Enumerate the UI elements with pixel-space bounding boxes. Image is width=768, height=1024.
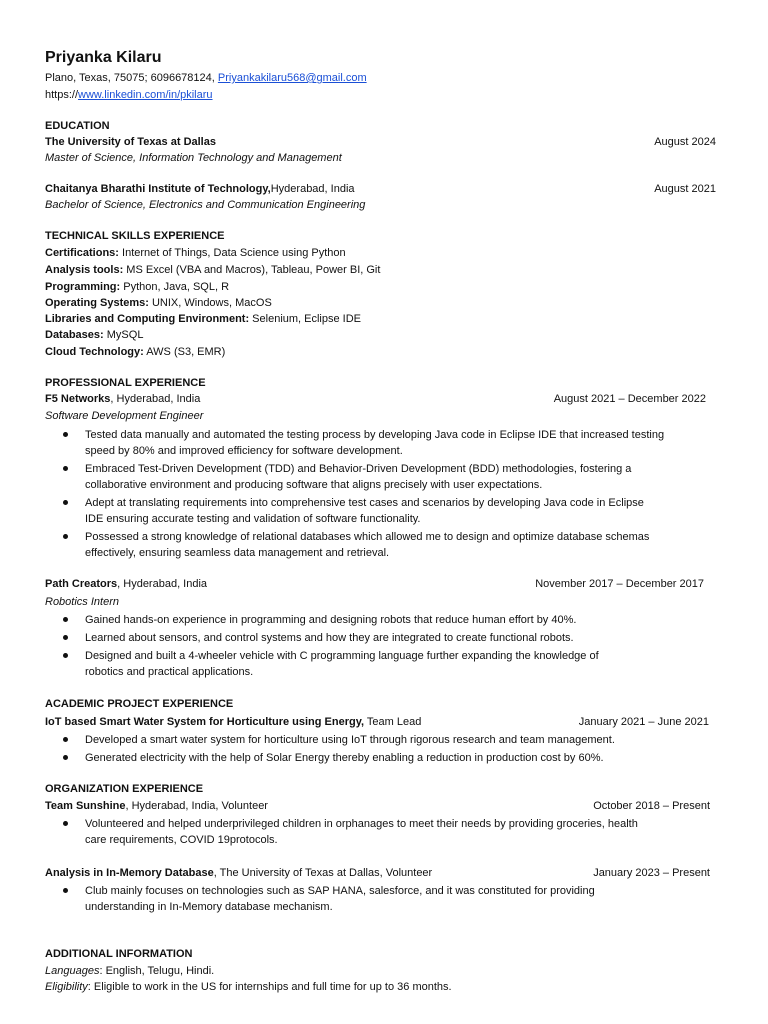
project-header: [45, 714, 421, 730]
bullet-text: Designed and built a 4-wheeler vehicle with C programming language further expanding the knowledge of: [85, 650, 599, 662]
additional-heading: ADDITIONAL INFORMATION: [45, 948, 193, 960]
bullet-text: Developed a smart water system for horticulture using IoT through rigorous research and team management.: [85, 734, 615, 746]
org-header: [45, 798, 268, 814]
linkedin-link[interactable]: www.linkedin.com/in/pkilaru: [78, 89, 213, 101]
bullet-icon: [63, 737, 68, 742]
project-dates: January 2021 – June 2021: [578, 716, 709, 728]
bullet-text: Learned about sensors, and control systems and how they are integrated to create functional robots.: [85, 632, 574, 644]
contact-info: Plano, Texas, 75075; 6096678124,: [45, 72, 218, 84]
professional-heading: PROFESSIONAL EXPERIENCE: [45, 377, 206, 389]
contact-line: [45, 70, 367, 86]
skill-value: AWS (S3, EMR): [143, 346, 226, 358]
skill-line: [45, 311, 361, 327]
skill-line: [45, 327, 143, 343]
bullet-text: care requirements, COVID 19protocols.: [85, 834, 278, 846]
bullet-text: Adept at translating requirements into comprehensive test cases and scenarios by developing Java code in Eclipse: [85, 497, 644, 509]
skill-line: [45, 279, 229, 295]
school-name: Chaitanya Bharathi Institute of Technology,: [45, 183, 271, 195]
eligibility-value: : Eligible to work in the US for internships and full time for up to 36 months.: [87, 981, 452, 993]
bullet-icon: [63, 755, 68, 760]
degree: Bachelor of Science, Electronics and Communication Engineering: [45, 199, 366, 211]
company-location: , Hyderabad, India: [110, 393, 201, 405]
org-dates: October 2018 – Present: [593, 800, 710, 812]
project-name: IoT based Smart Water System for Horticulture using Energy,: [45, 716, 365, 728]
skill-value: Selenium, Eclipse IDE: [249, 313, 362, 325]
org-name: Analysis in In-Memory Database: [45, 867, 214, 879]
graduation-date: August 2024: [654, 136, 716, 148]
bullet-icon: [63, 466, 68, 471]
skill-label: Libraries and Computing Environment:: [45, 313, 250, 325]
education-heading: EDUCATION: [45, 120, 110, 132]
eligibility-label: Eligibility: [45, 981, 88, 993]
skill-label: Cloud Technology:: [45, 346, 144, 358]
degree: Master of Science, Information Technology and Management: [45, 152, 342, 164]
job-role: Software Development Engineer: [45, 410, 204, 422]
skill-line: [45, 262, 380, 278]
org-dates: January 2023 – Present: [593, 867, 710, 879]
job-dates: August 2021 – December 2022: [553, 393, 706, 405]
skill-value: MySQL: [103, 329, 144, 341]
linkedin-line: [45, 87, 213, 103]
candidate-name: Priyanka Kilaru: [45, 49, 162, 66]
job-dates: November 2017 – December 2017: [535, 578, 704, 590]
bullet-icon: [63, 821, 68, 826]
graduation-date: August 2021: [654, 183, 716, 195]
company-name: F5 Networks: [45, 393, 111, 405]
languages-value: : English, Telugu, Hindi.: [99, 965, 215, 977]
bullet-text: Gained hands-on experience in programming and designing robots that reduce human effort by 40%.: [85, 614, 577, 626]
bullet-text: effectively, ensuring seamless data management and retrieval.: [85, 547, 390, 559]
org-name: Team Sunshine: [45, 800, 126, 812]
skills-heading: TECHNICAL SKILLS EXPERIENCE: [45, 230, 225, 242]
email-link[interactable]: Priyankakilaru568@gmail.com: [217, 72, 367, 84]
company-name: Path Creators: [45, 578, 118, 590]
project-role: Team Lead: [364, 716, 422, 728]
school-location: Hyderabad, India: [270, 183, 355, 195]
languages-line: [45, 963, 214, 979]
org-detail: , The University of Texas at Dallas, Volunteer: [213, 867, 433, 879]
skill-value: Python, Java, SQL, R: [120, 281, 230, 293]
job-header: [45, 576, 207, 592]
job-role: Robotics Intern: [45, 596, 119, 608]
job-header: [45, 391, 200, 407]
school-name: The University of Texas at Dallas: [45, 136, 216, 148]
bullet-text: robotics and practical applications.: [85, 666, 254, 678]
bullet-icon: [63, 500, 68, 505]
bullet-text: understanding in In-Memory database mechanism.: [85, 901, 333, 913]
bullet-text: Club mainly focuses on technologies such as SAP HANA, salesforce, and it was constituted for providing: [85, 885, 595, 897]
bullet-text: Embraced Test-Driven Development (TDD) and Behavior-Driven Development (BDD) methodologies, fostering a: [85, 463, 632, 475]
skill-label: Operating Systems:: [45, 297, 149, 309]
bullet-icon: [63, 432, 68, 437]
skill-label: Programming:: [45, 281, 121, 293]
bullet-text: Generated electricity with the help of Solar Energy thereby enabling a reduction in production cost by 60%.: [85, 752, 604, 764]
skill-label: Analysis tools:: [45, 264, 124, 276]
organization-heading: ORGANIZATION EXPERIENCE: [45, 783, 204, 795]
org-header: [45, 865, 432, 881]
skill-value: UNIX, Windows, MacOS: [148, 297, 272, 309]
bullet-text: IDE ensuring accurate testing and validation of software functionality.: [85, 513, 421, 525]
skill-label: Certifications:: [45, 247, 119, 259]
eligibility-line: [45, 979, 452, 995]
skill-line: [45, 344, 225, 360]
skill-value: MS Excel (VBA and Macros), Tableau, Power BI, Git: [123, 264, 381, 276]
skill-line: [45, 295, 272, 311]
bullet-text: speed by 80% and improved efficiency for software development.: [85, 445, 403, 457]
bullet-text: collaborative environment and producing software that aligns precisely with user expectations.: [85, 479, 543, 491]
bullet-icon: [63, 653, 68, 658]
academic-heading: ACADEMIC PROJECT EXPERIENCE: [45, 698, 234, 710]
skill-value: Internet of Things, Data Science using Python: [118, 247, 346, 259]
linkedin-prefix: https://: [45, 89, 79, 101]
bullet-icon: [63, 888, 68, 893]
company-location: , Hyderabad, India: [117, 578, 208, 590]
bullet-icon: [63, 534, 68, 539]
bullet-icon: [63, 617, 68, 622]
skill-line: [45, 245, 346, 261]
bullet-text: Tested data manually and automated the testing process by developing Java code in Eclipse IDE that increased testing: [85, 429, 665, 441]
skill-label: Databases:: [45, 329, 104, 341]
bullet-icon: [63, 635, 68, 640]
school-line: [45, 181, 355, 197]
bullet-text: Volunteered and helped underprivileged children in orphanages to meet their needs by providing groceries, health: [85, 818, 638, 830]
org-detail: , Hyderabad, India, Volunteer: [125, 800, 268, 812]
bullet-text: Possessed a strong knowledge of relational databases which allowed me to design and optimize database schemas: [85, 531, 650, 543]
languages-label: Languages: [45, 965, 100, 977]
